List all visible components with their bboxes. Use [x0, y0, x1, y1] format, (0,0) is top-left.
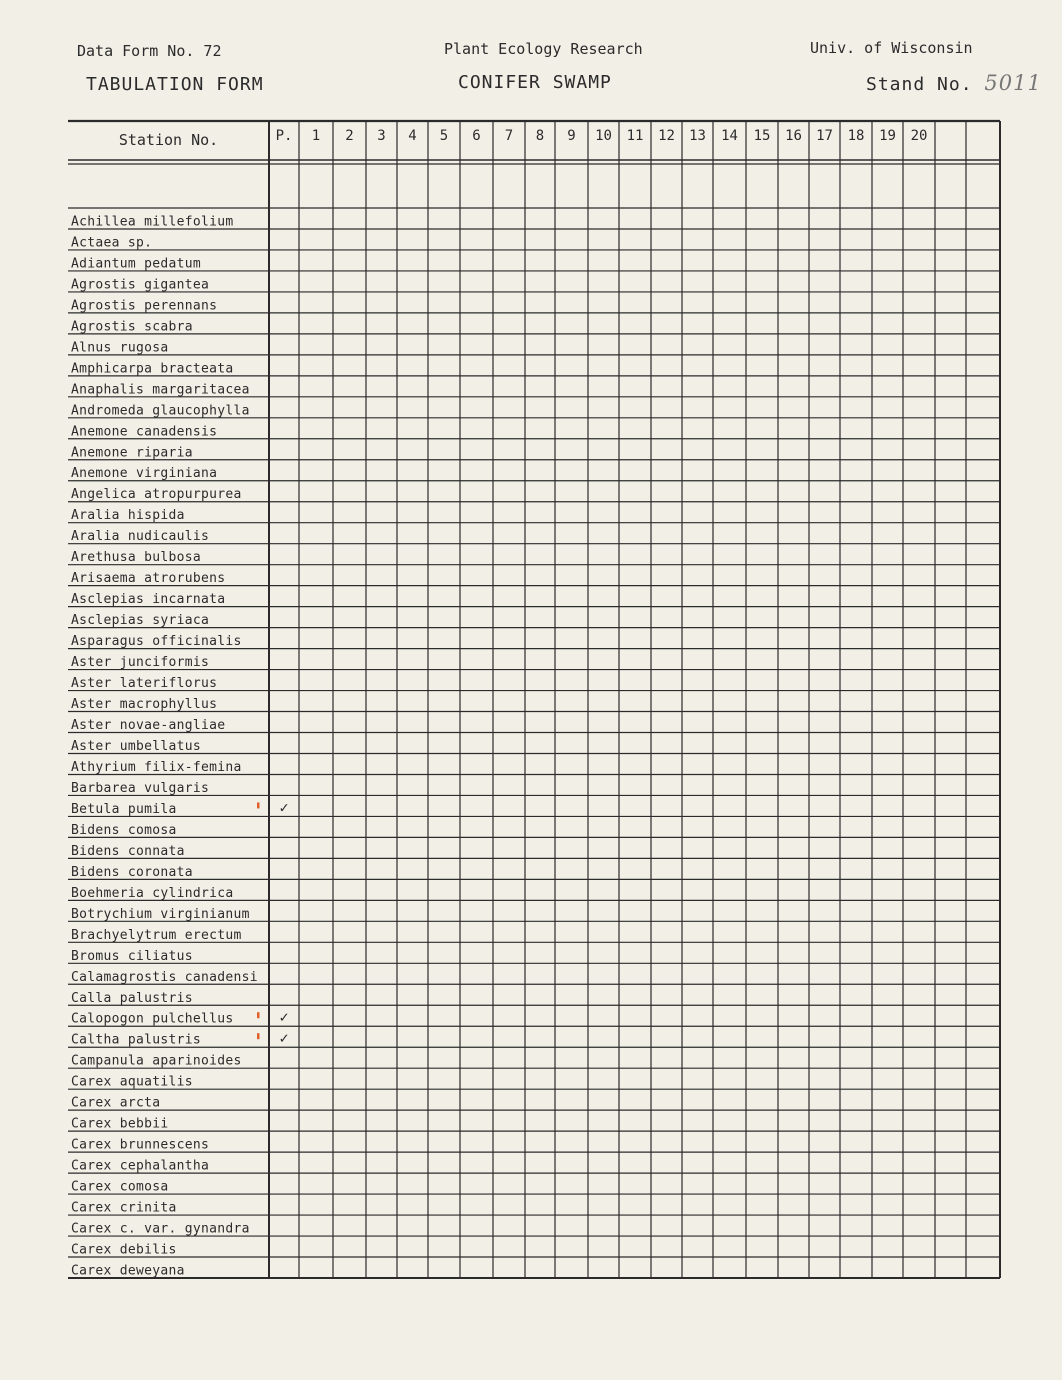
species-name: Agrostis gigantea [71, 277, 210, 293]
column-label: 16 [785, 128, 802, 144]
check-mark: ✓ [279, 1008, 289, 1027]
column-label: 1 [311, 128, 321, 144]
species-name: Calopogon pulchellus [71, 1011, 234, 1027]
column-label: 15 [753, 128, 771, 144]
species-name: Carex debilis [71, 1242, 177, 1258]
column-label: 17 [816, 128, 833, 144]
species-name: Carex crinita [71, 1200, 177, 1216]
orange-flag-mark [257, 1033, 260, 1039]
species-name: Calla palustris [71, 990, 193, 1006]
check-mark: ✓ [279, 1029, 289, 1048]
column-label: P. [275, 128, 293, 144]
species-name: Barbarea vulgaris [71, 780, 210, 796]
column-label: 7 [504, 128, 514, 144]
form-title: TABULATION FORM [86, 74, 264, 95]
species-name: Aster lateriflorus [71, 676, 218, 692]
species-name: Carex comosa [71, 1179, 169, 1195]
column-label: 13 [689, 128, 706, 144]
stand-label: Stand No. [866, 74, 973, 95]
check-mark: ✓ [279, 798, 289, 817]
column-label: 11 [626, 128, 644, 144]
column-label: 5 [439, 128, 449, 144]
orange-flag-mark [257, 802, 260, 808]
column-label: 18 [847, 128, 865, 144]
species-name: Andromeda glaucophylla [71, 403, 250, 419]
species-name: Anaphalis margaritacea [71, 382, 250, 398]
column-label: 6 [472, 128, 481, 144]
orange-flag-mark [257, 1012, 260, 1018]
species-name: Aralia nudicaulis [71, 529, 210, 545]
species-name: Carex bebbii [71, 1116, 169, 1132]
species-name: Aralia hispida [71, 508, 185, 524]
species-name: Agrostis scabra [71, 319, 193, 335]
species-name: Bidens coronata [71, 864, 193, 880]
species-name: Bidens connata [71, 843, 185, 859]
lab-name: Plant Ecology Research [444, 40, 643, 58]
species-name: Carex arcta [71, 1095, 161, 1111]
column-label: 8 [535, 128, 545, 144]
species-name: Athyrium filix-femina [71, 759, 242, 775]
species-name: Angelica atropurpurea [71, 487, 242, 503]
species-name: Amphicarpa bracteata [71, 361, 234, 377]
species-name: Agrostis perennans [71, 298, 218, 314]
column-label: 9 [567, 128, 576, 144]
species-name: Betula pumila [71, 801, 177, 817]
species-name: Boehmeria cylindrica [71, 885, 234, 901]
column-label: 14 [721, 128, 738, 144]
species-name: Adiantum pedatum [71, 256, 202, 272]
column-label: 3 [377, 128, 386, 144]
species-name: Botrychium virginianum [71, 906, 250, 922]
habitat-title: CONIFER SWAMP [458, 72, 612, 93]
species-name: Aster umbellatus [71, 738, 202, 754]
species-list [71, 214, 258, 1278]
species-name: Carex cephalantha [71, 1158, 210, 1174]
species-name: Arethusa bulbosa [71, 550, 202, 566]
species-name: Brachyelytrum erectum [71, 927, 242, 943]
column-label: 10 [595, 128, 612, 144]
species-name: Aster macrophyllus [71, 697, 218, 713]
species-name: Asparagus officinalis [71, 634, 242, 650]
species-name: Calamagrostis canadensi [71, 969, 258, 985]
column-label: 4 [408, 128, 417, 144]
column-label: 20 [910, 128, 928, 144]
species-name: Alnus rugosa [71, 340, 169, 356]
species-name: Anemone virginiana [71, 466, 218, 482]
species-name: Carex c. var. gynandra [71, 1221, 250, 1237]
station-header: Station No. [118, 131, 219, 149]
species-name: Anemone riparia [71, 445, 193, 461]
species-name: Aster novae-angliae [71, 718, 226, 734]
species-name: Asclepias incarnata [71, 592, 226, 608]
university-name: Univ. of Wisconsin [810, 39, 973, 57]
species-name: Anemone canadensis [71, 424, 218, 440]
species-name: Bromus ciliatus [71, 948, 193, 964]
species-name: Carex brunnescens [71, 1137, 210, 1153]
species-name: Achillea millefolium [71, 214, 234, 230]
species-name: Carex aquatilis [71, 1074, 193, 1090]
species-name: Asclepias syriaca [71, 613, 210, 629]
species-name: Campanula aparinoides [71, 1053, 242, 1069]
column-label: 2 [345, 128, 354, 144]
species-name: Caltha palustris [71, 1032, 202, 1048]
species-name: Aster junciformis [71, 655, 210, 671]
species-name: Arisaema atrorubens [71, 571, 226, 587]
form-number: Data Form No. 72 [77, 42, 222, 60]
species-name: Bidens comosa [71, 822, 177, 838]
species-name: Actaea sp. [71, 235, 153, 251]
column-label: 12 [658, 128, 675, 144]
species-name: Carex deweyana [71, 1263, 185, 1279]
stand-value: 5011 [984, 71, 1042, 95]
column-label: 19 [879, 128, 896, 144]
